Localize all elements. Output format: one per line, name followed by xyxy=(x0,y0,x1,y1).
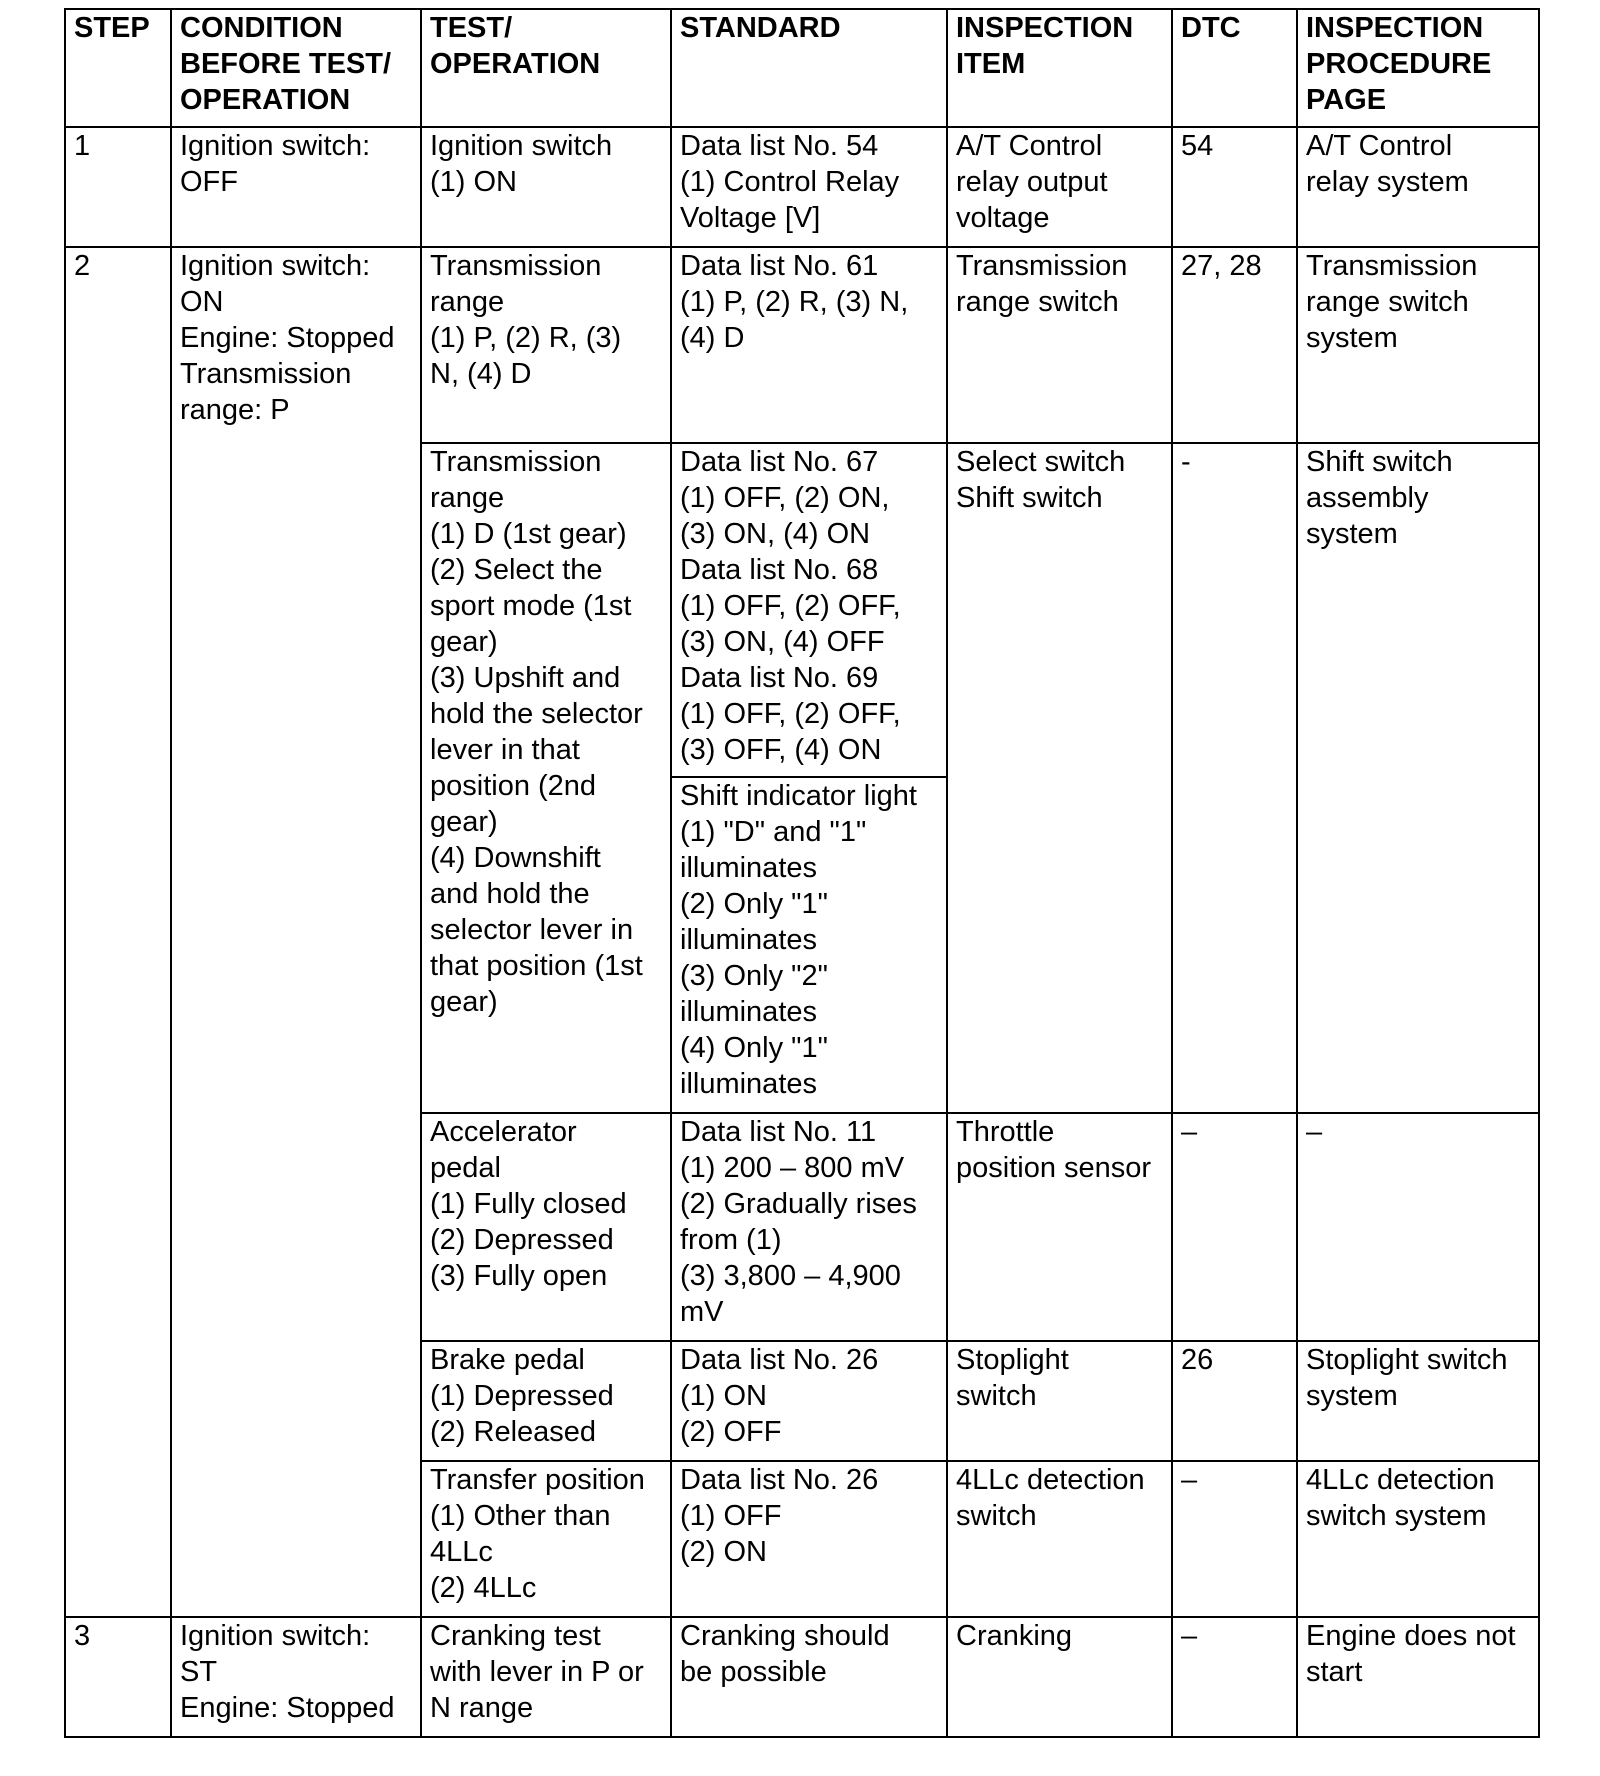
header-row xyxy=(65,9,1539,127)
table-row-step-2-range xyxy=(65,247,1539,443)
test-cell: Accelerator pedal (1) Fully closed (2) Depressed (3) Fully open xyxy=(421,1113,671,1341)
step-number: 2 xyxy=(65,247,171,1617)
header-inspection-item: INSPECTION ITEM xyxy=(947,9,1172,127)
dtc-cell: 26 xyxy=(1172,1341,1297,1461)
test-cell: Transmission range (1) P, (2) R, (3) N, (4) D xyxy=(421,247,671,443)
inspection-item-cell: Throttle position sensor xyxy=(947,1113,1172,1341)
dtc-cell: 54 xyxy=(1172,127,1297,247)
condition-cell: Ignition switch: ON Engine: Stopped Transmission range: P xyxy=(171,247,421,1617)
inspection-item-cell: 4LLc detection switch xyxy=(947,1461,1172,1617)
dtc-cell: - xyxy=(1172,443,1297,1113)
procedure-cell: A/T Control relay system xyxy=(1297,127,1539,247)
standard-cell: Data list No. 26 (1) OFF (2) ON xyxy=(671,1461,947,1617)
standard-cell-indicator: Shift indicator light (1) "D" and "1" illuminates (2) Only "1" illuminates (3) Only "2" illuminates (4) Only "1" illuminates xyxy=(671,777,947,1113)
condition-cell: Ignition switch: OFF xyxy=(171,127,421,247)
standard-cell: Data list No. 11 (1) 200 – 800 mV (2) Gradually rises from (1) (3) 3,800 – 4,900 mV xyxy=(671,1113,947,1341)
table-row-step-3 xyxy=(65,1617,1539,1737)
step-number: 3 xyxy=(65,1617,171,1737)
header-condition: CONDITION BEFORE TEST/ OPERATION xyxy=(171,9,421,127)
table-row-step-1 xyxy=(65,127,1539,247)
header-step: STEP xyxy=(65,9,171,127)
procedure-cell: 4LLc detection switch system xyxy=(1297,1461,1539,1617)
standard-cell-data-list: Data list No. 67 (1) OFF, (2) ON, (3) ON, (4) ON Data list No. 68 (1) OFF, (2) OFF, (3) ON, (4) OFF Data list No. 69 (1) OFF, (2) OFF, (3) OFF, (4) ON xyxy=(671,443,947,777)
header-dtc: DTC xyxy=(1172,9,1297,127)
inspection-item-cell: Stoplight switch xyxy=(947,1341,1172,1461)
procedure-cell: Stoplight switch system xyxy=(1297,1341,1539,1461)
procedure-cell: Transmission range switch system xyxy=(1297,247,1539,443)
inspection-item-cell: Cranking xyxy=(947,1617,1172,1737)
inspection-item-cell: Select switch Shift switch xyxy=(947,443,1172,1113)
step-number: 1 xyxy=(65,127,171,247)
dtc-cell: – xyxy=(1172,1617,1297,1737)
standard-cell: Data list No. 26 (1) ON (2) OFF xyxy=(671,1341,947,1461)
dtc-cell: – xyxy=(1172,1461,1297,1617)
test-cell: Cranking test with lever in P or N range xyxy=(421,1617,671,1737)
procedure-cell: – xyxy=(1297,1113,1539,1341)
inspection-table xyxy=(64,8,1540,1738)
header-standard: STANDARD xyxy=(671,9,947,127)
condition-cell: Ignition switch: ST Engine: Stopped xyxy=(171,1617,421,1737)
header-procedure-page: INSPECTION PROCEDURE PAGE xyxy=(1297,9,1539,127)
standard-cell: Cranking should be possible xyxy=(671,1617,947,1737)
header-test-operation: TEST/ OPERATION xyxy=(421,9,671,127)
dtc-cell: 27, 28 xyxy=(1172,247,1297,443)
standard-cell: Data list No. 61 (1) P, (2) R, (3) N, (4) D xyxy=(671,247,947,443)
inspection-item-cell: A/T Control relay output voltage xyxy=(947,127,1172,247)
inspection-item-cell: Transmission range switch xyxy=(947,247,1172,443)
test-cell: Transfer position (1) Other than 4LLc (2) 4LLc xyxy=(421,1461,671,1617)
standard-cell: Data list No. 54 (1) Control Relay Voltage [V] xyxy=(671,127,947,247)
procedure-cell: Shift switch assembly system xyxy=(1297,443,1539,1113)
test-cell: Ignition switch (1) ON xyxy=(421,127,671,247)
procedure-cell: Engine does not start xyxy=(1297,1617,1539,1737)
dtc-cell: – xyxy=(1172,1113,1297,1341)
test-cell: Transmission range (1) D (1st gear) (2) Select the sport mode (1st gear) (3) Upshift and hold the selector lever in that position (2nd gear) (4) Downshift and hold the selector lever in that position (1st gear) xyxy=(421,443,671,1113)
test-cell: Brake pedal (1) Depressed (2) Released xyxy=(421,1341,671,1461)
